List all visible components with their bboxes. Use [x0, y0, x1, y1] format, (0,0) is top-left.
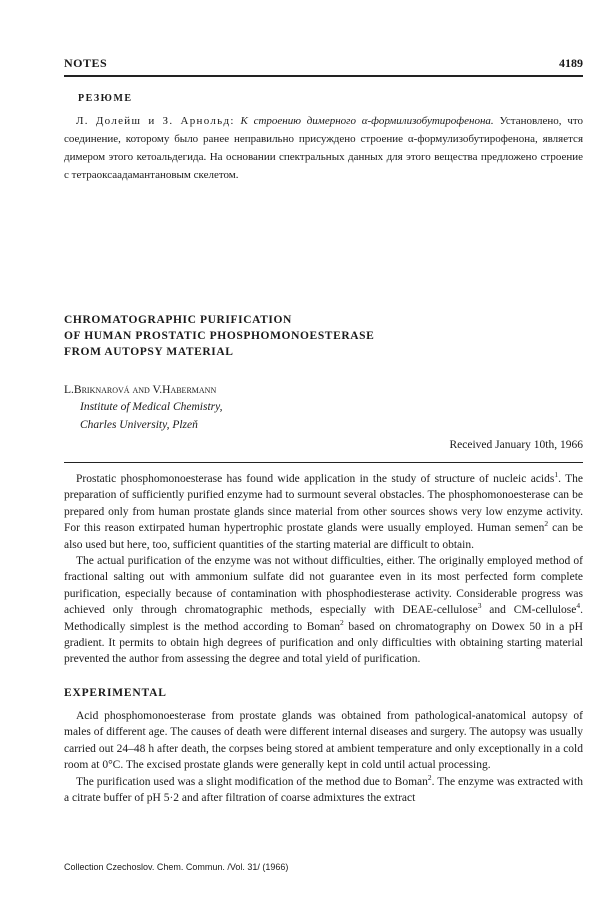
- section-label: NOTES: [64, 56, 108, 70]
- text-run: Prostatic phosphomonoesterase has found wide application in the study of structure of nucleic acids: [76, 473, 555, 485]
- body-paragraph: Acid phosphomonoesterase from prostate glands was obtained from pathological-anatomical autopsy of males of different age. The causes of death were different internal diseases and surgery. The autopsy was usually carried out 24–48 h after death, the corpses being stored at ambient temperature and only exceptionally in a cold room at 0°C. The excised prostate glands were generally kept in cold until actual processing.: [64, 709, 583, 772]
- journal-footer: Collection Czechoslov. Chem. Commun. /Vol. 31/ (1966): [64, 862, 289, 872]
- reference-mark: 3: [477, 601, 482, 611]
- header-rule: [64, 75, 583, 77]
- content: [64, 56, 583, 806]
- section-heading: EXPERIMENTAL: [64, 686, 167, 699]
- resume-body: Установлено, что соединение, которому было ранее неправильно присуждено строение α-формулизобутирофенона, является димером этого кетоальдегида. На основании спектральных данных для этого вещества предложено строение с тетраоксаадамантановым скелетом.: [64, 115, 584, 181]
- text-run: . The preparation of sufficiently purified enzyme had to surmount several obstacles. The phosphomonoesterase can be prepared only from human prostate glands since material from other sources shows very low enzyme activity. For this reason extirpated human hypertrophic prostate glands were usually employed. Human semen: [64, 473, 583, 535]
- title-line: FROM AUTOPSY MATERIAL: [64, 346, 234, 358]
- affiliation-line: Institute of Medical Chemistry,: [80, 401, 223, 413]
- authors-text: L.Briknarová and V.Habermann: [64, 384, 217, 396]
- resume-authors: Л. Долейш и З. Арнольд:: [76, 115, 235, 127]
- running-head: [64, 56, 583, 78]
- reference-mark: 2: [427, 772, 432, 782]
- body-paragraph: [64, 774, 583, 807]
- title-line: OF HUMAN PROSTATIC PHOSPHOMONOESTERASE: [64, 330, 375, 342]
- title-rule: [64, 462, 583, 463]
- body-paragraph: [64, 553, 583, 668]
- text-run: The actual purification of the enzyme was not without difficulties, either. The originally employed method of fractional salting out with ammonium sulfate did not guarantee even in its most perfected form complete purification, especially because of contamination with phosphodiesterase activity. Considerable progress was achieved only through chromatographic methods, especially with DEAE-cellulose: [64, 555, 583, 617]
- reference-mark: 2: [544, 519, 549, 529]
- text-run: can be also used but here, too, sufficient quantities of the starting material are difficult to obtain.: [64, 522, 583, 551]
- article-authors: [64, 382, 583, 398]
- reference-mark: 1: [554, 470, 559, 480]
- reference-mark: 2: [339, 617, 344, 627]
- text-run: . Methodically simplest is the method according to Boman: [64, 604, 583, 633]
- text-run: and CM-cellulose: [481, 604, 577, 617]
- title-line: CHROMATOGRAPHIC PURIFICATION: [64, 314, 292, 326]
- page-number: 4189: [559, 56, 583, 70]
- body-paragraph: [64, 471, 583, 553]
- affiliation: [80, 398, 583, 434]
- text-run: based on chromatography on Dowex 50 in a pH gradient. It permits to obtain high degrees of purification and only difficulties with obtaining starting material prevented the author from assessing the degree and total yield of purification.: [64, 620, 583, 666]
- text-run: . The enzyme was extracted with a citrate buffer of pH 5·2 and after filtration of coarse admixtures the extract: [64, 775, 584, 804]
- resume-heading: РЕЗЮМЕ: [78, 93, 133, 104]
- text-run: The purification used was a slight modification of the method due to Boman: [76, 775, 428, 788]
- resume-title: К строению димерного α-формилизобутирофенона.: [240, 115, 494, 127]
- reference-mark: 4: [576, 601, 581, 611]
- article-title: [64, 312, 583, 360]
- resume-text: [64, 112, 583, 184]
- received-date: Received January 10th, 1966: [449, 439, 583, 451]
- affiliation-line: Charles University, Plzeň: [80, 419, 198, 431]
